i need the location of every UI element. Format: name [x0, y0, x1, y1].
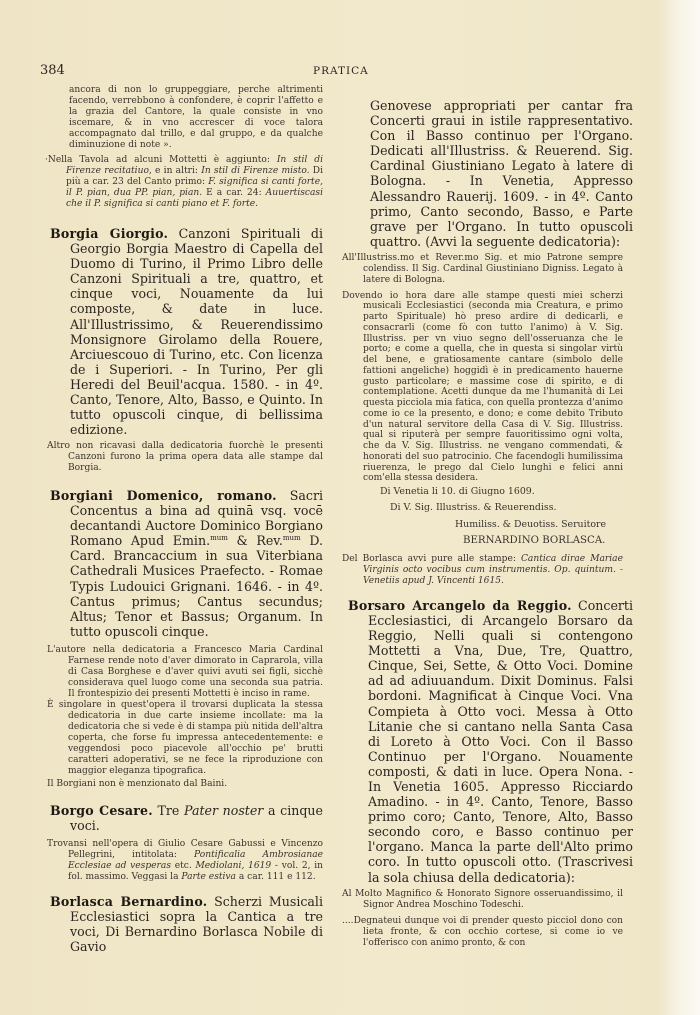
- note-text: E a car. 24:: [202, 188, 266, 199]
- entry-text: Concerti Ecclesiastici, di Arcangelo Borsaro da Reggio, Nelli quali si contengono Mottetti a Vna, Due, Tre, Quattro, Cinque, Sei, Sette, & Otto Voci. Domine ad ad adiuuandum. Dixit Dominus. Falsi bordoni. Magnificat à Cinque Voci. Vna Compieta à Otto voci. Messa à Otto Litanie che si cantano nella Santa Casa di Loreto à Otto Voci. Con il Basso Continuo per l'Organo. Nouamente composti, & dati in luce. Opera Nona. - In Venetia 1605. Appresso Ricciardo Amadino. - in 4º. Canto, Tenore, Basso primo coro; Canto, Tenore, Alto, Basso secondo coro, e Basso continuo per l'organo. Manca la parte dell'Alto primo coro. In tutto opuscoli otto. (Trascrivesi la sola chiusa della dedicatoria):: [368, 597, 634, 885]
- entry-note: [47, 839, 323, 883]
- entry-heading: Borsaro Arcangelo da Reggio.: [348, 597, 572, 613]
- superscript: mum: [282, 534, 301, 543]
- running-title: PRATICA: [313, 65, 369, 77]
- entry-heading: Borgo Cesare.: [50, 802, 153, 818]
- dedication-address: Al Molto Magnifico & Honorato Signore osseruandissimo, il Signor Andrea Moschino Todeschi.: [342, 888, 623, 910]
- entry-continuation: Genovese appropriati per cantar fra Concerti graui in istile rappresentativo. Con il Basso continuo per l'Organo. Dedicati all'Illustriss. & Reuerend. Sig. Cardinal Giustiniano Legato à latere di Bologna. - In Venetia, Appresso Alessandro Rauerij. 1609. - in 4º. Canto primo, Canto secondo, Basso, e Parte grave per l'Organo. In tutto opuscoli quattro. (Avvi la seguente dedicatoria):: [370, 98, 633, 249]
- entry-borgiani: [50, 488, 323, 639]
- entry-heading: Borgiani Domenico, romano.: [50, 488, 277, 503]
- entry-note: Altro non ricavasi dalla dedicatoria fuorchè le presenti Canzoni furono la prima opera data alle stampe dal Borgia.: [47, 441, 323, 474]
- entry-note: Il Borgiani non è menzionato dal Baini.: [47, 778, 228, 789]
- entry-text: D. Card. Brancaccium in sua Viterbiana Cathedrali Musices Praefecto. - Romae Typis Ludouici Grignani. 1646. - in 4º. Cantus primus; Cantus secundus; Altus; Tenor et Bassus; Organum. In tutto opuscoli cinque.: [70, 533, 323, 639]
- entry-text: Canzoni Spirituali di Georgio Borgia Maestro di Capella del Duomo di Turino, il Primo Libro delle Canzoni Spirituali a tre, quattro, et cinque voci, Nouamente da lui composte, & date in luce. All'Illustrissimo, & Reuerendissimo Monsignore Girolamo della Rouere, Arciuescouo di Turino, etc. Con licenza de i Superiori. - In Turino, Per gli Heredi del Beuil'acqua. 1580. - in 4º. Canto, Tenore, Alto, Basso, e Quinto. In tutto opuscoli cinque, di bellissima edizione.: [70, 225, 323, 438]
- note-italic: Auuertiscasi che il P. significa si canti piano et F. forte.: [66, 188, 323, 210]
- entry-text: a cinque voci.: [70, 802, 323, 833]
- note-italic: F. significa si canti forte, il P. pian, dua PP. pian, pian.: [66, 177, 323, 199]
- note-text: etc.: [171, 860, 196, 871]
- dedication-excerpt: ....Degnateui dunque voi di prender questo picciol dono con lieta fronte, & con occhio cortese, si come io ve l'offerisco con animo pronto, & con: [342, 916, 623, 949]
- note-italic: Parte estiva: [181, 871, 236, 882]
- right-column: [342, 98, 633, 949]
- note-italic: Cantica dirae Mariae Virginis octo vocibus cum instrumentis. Op. quintum. - Venetiis apud J. Vincenti 1615.: [363, 554, 623, 586]
- signature-closing: Humiliss. & Deuotiss. Seruitore: [455, 519, 607, 531]
- note-italic: Mediolani, 1619: [195, 860, 272, 871]
- entry-heading: Borlasca Bernardino.: [50, 893, 208, 909]
- entry-borsaro: [348, 598, 633, 885]
- entry-borgia: [50, 226, 323, 437]
- entry-text: Tre: [152, 802, 185, 818]
- note-text: a car. 111 e 112.: [235, 871, 316, 882]
- entry-text: Scherzi Musicali Ecclesiastici sopra la Cantica a tre voci, Di Bernardino Borlasca Nobile di Gavio: [70, 893, 323, 954]
- other-work-note: [342, 554, 623, 587]
- entry-note: È singolare in quest'opera il trovarsi duplicata la stessa dedicatoria in due carte insieme incollate: ma la dedicatoria che si vede è di stampa più nitida dell'altra coperta, che forse fu impressa antecedentemente: e veggendosi poco piacevole all'occhio pe' brutti caratteri adoperativi, se ne fece la riproduzione con maggior eleganza tipografica.: [47, 700, 323, 776]
- dedication-text: Dovendo io hora dare alle stampe questi miei scherzi musicali Ecclesiastici (seconda mia Creatura, e primo parto Spirituale) hò preso ardire di dedicarli, e consacrarli (come fò con tutto l'animo) à V. Sig. Illustriss. per vn viuo segno dell'osseruanza che le porto; e come a quella, che in questa si singolar virtù del bene, e gratiosamente cantare (simbolo delle fattioni angeliche) hoggidì è in predicamento hauerne gusto particolare; e massime cose di spirito, e di contemplatione. Acetti dunque da me l'humanità di Lei questa picciola mia fatica, con quella prontezza d'animo come io ce la presento, e dono; e come debito Tributo d'un natural servitore della Casa di V. Sig. Illustriss. qual si riputerà per sempre fauoritissimo ogni volta, che da V. Sig. Illustriss. ne vengano commendati, & honorati del suo patrocinio. Che facendogli humilissima riuerenza, le prego dal Cielo lunghi e felici anni com'ella stessa desidera.: [342, 290, 623, 484]
- superscript: mum: [210, 534, 228, 543]
- left-column: [45, 85, 323, 954]
- note-continuation: ancora di non lo gruppeggiare, perche altrimenti facendo, verrebbono à confondere, è coprir l'affetto e la grazia del Cantore, la quale consiste in vno iscemare, & in vno accrescer di voce talora accompagnato dal trillo, e dal gruppo, e da qualche diminuzione di note ».: [69, 85, 323, 150]
- note-text: e in altri:: [151, 166, 202, 177]
- entry-borgo: [50, 803, 323, 833]
- note-italic: In stil di Firenze recitatiuo,: [66, 155, 323, 177]
- signature-place-date: Di Venetia li 10. di Giugno 1609.: [380, 486, 535, 498]
- note-italic: Pontificalia Ambrosianae Ecclesiae ad vesperas: [68, 849, 323, 871]
- signature-salutation: Di V. Sig. Illustriss. & Reuerendiss.: [390, 502, 557, 514]
- entry-note: L'autore nella dedicatoria a Francesco Maria Cardinal Farnese rende noto d'aver dimorato in Caprarola, villa di Casa Borghese e d'aver quivi avuti sei figli, sicchè considerava quel luogo come una seconda sua patria. Il frontespizio dei presenti Mottetti è inciso in rame.: [47, 644, 323, 699]
- page-number: 384: [40, 63, 65, 78]
- entry-text: & Rev.: [227, 533, 283, 549]
- entry-text: Sacri Concentus a bina ad quinā vsq. vocē decantandi Auctore Dominico Borgiano Romano Apud Emin.: [70, 488, 323, 549]
- entry-heading: Borgia Giorgio.: [50, 225, 169, 241]
- entry-borlasca: [50, 894, 323, 954]
- note-text: - vol. 2, in fol. massimo. Veggasi la: [68, 860, 323, 882]
- note-text: Di più a car. 23 del Canto primo:: [66, 166, 324, 188]
- note-text: Trovansi nell'opera di Giulio Cesare Gabussi e Vincenzo Pellegrini, intitolata:: [47, 838, 323, 860]
- dedication-address: All'Illustriss.mo et Rever.mo Sig. et mio Patrone sempre colendiss. Il Sig. Cardinal Giustiniano Digniss. Legato à latere di Bologna.: [342, 252, 623, 285]
- entry-italic: Pater noster: [184, 802, 264, 818]
- note-tavola: [45, 155, 323, 210]
- signature-name: BERNARDINO BORLASCA.: [463, 535, 606, 547]
- note-text: ·Nella Tavola ad alcuni Mottetti è aggiunto:: [45, 155, 277, 166]
- note-italic: In stil di Firenze misto.: [201, 166, 310, 177]
- note-text: Del Borlasca avvi pure alle stampe:: [342, 554, 521, 565]
